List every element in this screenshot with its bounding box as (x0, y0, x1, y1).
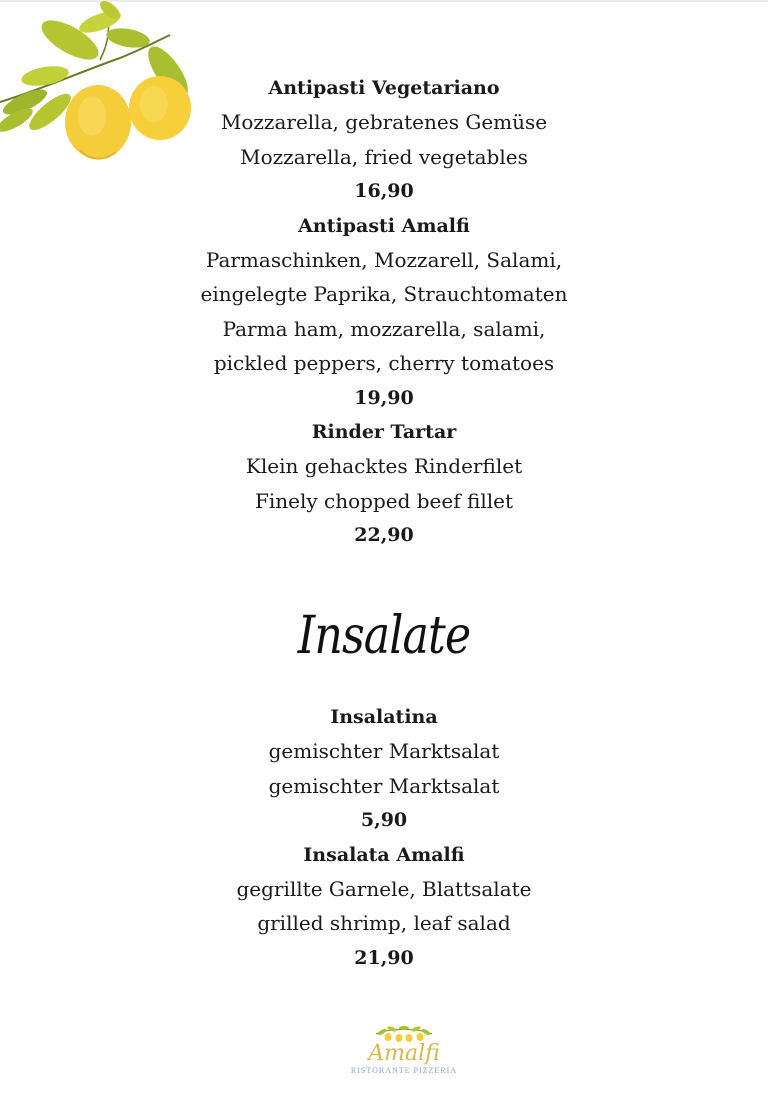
insalate-heading: Insalate (297, 606, 471, 666)
dish-description: gemischter Marktsalat (268, 773, 500, 798)
menu-item-rinder-tartar (0, 415, 768, 553)
dish-description: eingelegte Paprika, Strauchtomaten (200, 282, 568, 307)
antipasti-section (0, 71, 768, 552)
menu-item-insalatina (0, 700, 768, 838)
dish-price: 21,90 (354, 946, 414, 969)
menu-item-antipasti-amalfi (0, 209, 768, 415)
dish-description: gemischter Marktsalat (268, 739, 500, 764)
dish-title: Insalata Amalfi (303, 843, 465, 866)
menu-item-antipasti-vegetariano (0, 71, 768, 209)
dish-description: Mozzarella, fried vegetables (240, 144, 528, 169)
dish-price: 5,90 (360, 809, 408, 832)
menu-item-insalata-amalfi (0, 838, 768, 976)
restaurant-logo (340, 1020, 468, 1098)
logo-subtitle: RISTORANTE PIZZERIA (350, 1066, 458, 1075)
dish-description: Klein gehacktes Rinderfilet (245, 454, 523, 479)
dish-price: 22,90 (354, 524, 414, 547)
dish-description: grilled shrimp, leaf salad (257, 911, 511, 936)
logo-name: Amalfi (368, 1041, 440, 1066)
dish-title: Antipasti Vegetariano (268, 77, 500, 99)
dish-description: gegrillte Garnele, Blattsalate (236, 876, 532, 901)
dish-price: 16,90 (354, 180, 414, 203)
dish-description: Finely chopped beef fillet (254, 488, 513, 513)
dish-title: Insalatina (330, 706, 438, 728)
dish-description: Mozzarella, gebratenes Gemüse (220, 110, 548, 135)
dish-title: Antipasti Amalfi (298, 214, 470, 237)
dish-title: Rinder Tartar (311, 420, 457, 443)
insalate-section (0, 700, 768, 975)
dish-description: pickled peppers, cherry tomatoes (213, 351, 555, 376)
dish-price: 19,90 (354, 386, 414, 409)
dish-description: Parma ham, mozzarella, salami, (222, 316, 546, 341)
dish-description: Parmaschinken, Mozzarell, Salami, (205, 247, 563, 272)
